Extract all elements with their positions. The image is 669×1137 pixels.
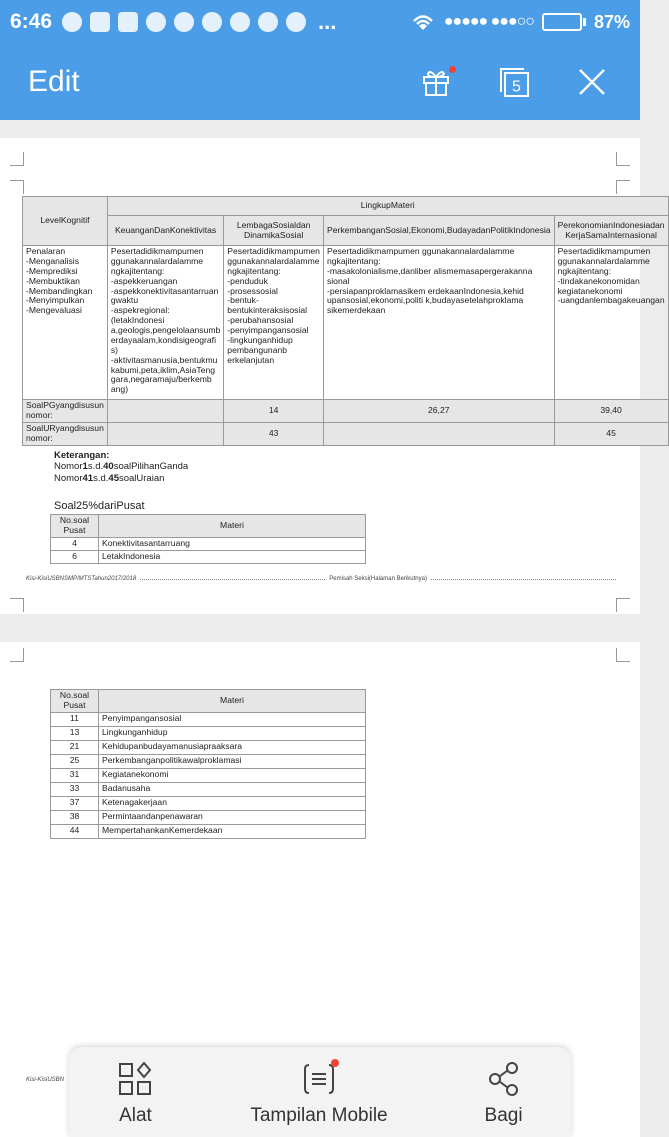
column-header: PerkembanganSosial,Ekonomi,BudayadanPolitikIndonesia (323, 216, 554, 246)
close-icon (577, 67, 607, 97)
notification-app-icon (90, 12, 110, 32)
close-button[interactable] (572, 62, 612, 102)
pg-label: SoalPGyangdisusun nomor: (23, 400, 108, 423)
crop-mark (616, 152, 630, 166)
pg-value (107, 400, 223, 423)
header-no: No.soal Pusat (51, 515, 99, 538)
ur-value: 45 (554, 422, 668, 445)
tools-grid-icon (117, 1061, 153, 1097)
notification-app-icon (202, 12, 222, 32)
crop-mark (10, 648, 24, 662)
crop-mark (616, 180, 630, 194)
level-header: LevelKognitif (23, 197, 108, 246)
bottom-toolbar (69, 1047, 571, 1137)
page-footer (26, 576, 620, 582)
lingkup-header: LingkupMateri (107, 197, 668, 216)
document-page (0, 138, 665, 614)
page-title: Edit (28, 65, 80, 98)
ur-row (23, 422, 669, 445)
keterangan-line: Nomor1s.d.40soalPilihanGanda (54, 461, 189, 473)
gift-icon (420, 66, 452, 98)
tools-label: Alat (119, 1105, 152, 1126)
table-row: 13 Lingkunganhidup (51, 726, 366, 740)
mobile-view-label: Tampilan Mobile (250, 1105, 388, 1126)
header-materi: Materi (99, 690, 366, 713)
notification-app-icon (62, 12, 82, 32)
share-label: Bagi (484, 1105, 523, 1126)
battery-icon (542, 13, 586, 31)
pg-value: 26,27 (323, 400, 554, 423)
crop-mark (616, 648, 630, 662)
header-no: No.soal Pusat (51, 690, 99, 713)
ur-value (323, 422, 554, 445)
table-row: 33 Badanusaha (51, 782, 366, 796)
more-notifications: ... (318, 9, 337, 34)
table-row (23, 246, 669, 400)
table-row: 21 Kehidupanbudayamanusiapraaksara (51, 740, 366, 754)
notification-badge (331, 1059, 339, 1067)
crop-mark (10, 598, 24, 612)
pg-value: 39,40 (554, 400, 668, 423)
keterangan (54, 450, 188, 484)
materi-cell: Pesertadidikmampumen ggunakannalardalamme ngkajitentang: -tindakanekonomidan kegiatanekonomi -uangdanlembagakeuangan (554, 246, 668, 400)
notification-badge (449, 66, 456, 73)
tabs-count: 5 (512, 78, 521, 96)
mobile-view-button[interactable] (250, 1061, 387, 1127)
share-icon (486, 1061, 522, 1097)
notification-app-icon (258, 12, 278, 32)
pg-value: 14 (224, 400, 324, 423)
section-break-label: Pemisah Seksi(Halaman Berikutnya) (329, 576, 427, 582)
column-header: PerekonomianIndonesiadan KerjaSamaInternasional (554, 216, 668, 246)
mobile-view-icon (301, 1061, 337, 1097)
materi-cell: Pesertadidikmampumen ggunakannalardalamme ngkajitentang: -aspekkeruangan -aspekkonektivitasantarruan gwaktu -aspekregional:(letakIndonesi a,geologis,pengelolaansumb erdayaalam,kondisigeografi s) -aktivitasmanusia,bentukmu kabumi,peta,iklim,AsiaTeng gara,negaramaju/berkemb ang) (107, 246, 223, 400)
table-row: 6 LetakIndonesia (51, 550, 366, 563)
tools-button[interactable] (117, 1061, 153, 1127)
app-bar (0, 44, 640, 120)
column-header: KeuanganDanKonektivitas (107, 216, 223, 246)
table-row: 38 Permintaandanpenawaran (51, 810, 366, 824)
notification-app-icon (174, 12, 194, 32)
share-button[interactable] (485, 1061, 523, 1127)
header-materi: Materi (99, 515, 366, 538)
notification-app-icon (146, 12, 166, 32)
materi-cell: Pesertadidikmampumen ggunakannalardalamme ngkajitentang: -masakolonialisme,danliber alismemasapergerakanna sional -persiapanproklamasikem erdekaanIndonesia,kehid upansosial,ekonomi,politi k,budayasetelahproklama sikemerdekaan (323, 246, 554, 400)
column-header: LembagaSosialdan DinamikaSosial (224, 216, 324, 246)
table-row: 37 Ketenagakerjaan (51, 796, 366, 810)
tabs-button[interactable] (494, 62, 534, 102)
materi-table (50, 514, 366, 564)
battery-percent: 87% (593, 11, 630, 32)
footer-left: Kisi-KisiUSBNSMP/MTSTahun2017/2018 (26, 576, 137, 582)
crop-mark (10, 180, 24, 194)
pg-row (23, 400, 669, 423)
wifi-icon (410, 12, 436, 32)
keterangan-title: Keterangan: (54, 450, 110, 461)
tabs-icon (496, 64, 532, 100)
notification-app-icon (286, 12, 306, 32)
signal-indicator: ●●●●● ●●●○○ (443, 13, 534, 30)
notification-app-icon (118, 12, 138, 32)
table-row: 31 Kegiatanekonomi (51, 768, 366, 782)
materi-cell: Pesertadidikmampumen ggunakannalardalamme ngkajitentang: -penduduk -prosessosial -bentuk- bentukinteraksisosial -perubahansosial -penyimpangansosial -lingkunganhidup pembangunanb erkelanjutan (224, 246, 324, 400)
table-row: 11 Penyimpangansosial (51, 712, 366, 726)
table-row: 25 Perkembanganpolitikawalproklamasi (51, 754, 366, 768)
notification-app-icon (230, 12, 250, 32)
page-footer: Kisi-KisiUSBN (26, 1077, 65, 1083)
document-viewport[interactable] (0, 120, 665, 1137)
status-time: 6:46 (10, 10, 53, 33)
crop-mark (10, 152, 24, 166)
ur-label: SoalURyangdisusun nomor: (23, 422, 108, 445)
materi-table (50, 689, 366, 839)
table-row: 4 Konektivitasantarruang (51, 537, 366, 550)
notification-icons (62, 9, 336, 35)
keterangan-line: Nomor41s.d.45soalUraian (54, 472, 165, 484)
kisi-table (22, 196, 669, 446)
gift-button[interactable] (416, 62, 456, 102)
status-bar (0, 0, 640, 44)
ur-value: 43 (224, 422, 324, 445)
section-title: Soal25%dariPusat (54, 500, 145, 512)
table-row: 44 MempertahankanKemerdekaan (51, 824, 366, 838)
ur-value (107, 422, 223, 445)
crop-mark (616, 598, 630, 612)
level-cell: Penalaran -Menganalisis -Memprediksi -Membuktikan -Membandingkan -Menyimpulkan -Mengevaluasi (23, 246, 108, 400)
